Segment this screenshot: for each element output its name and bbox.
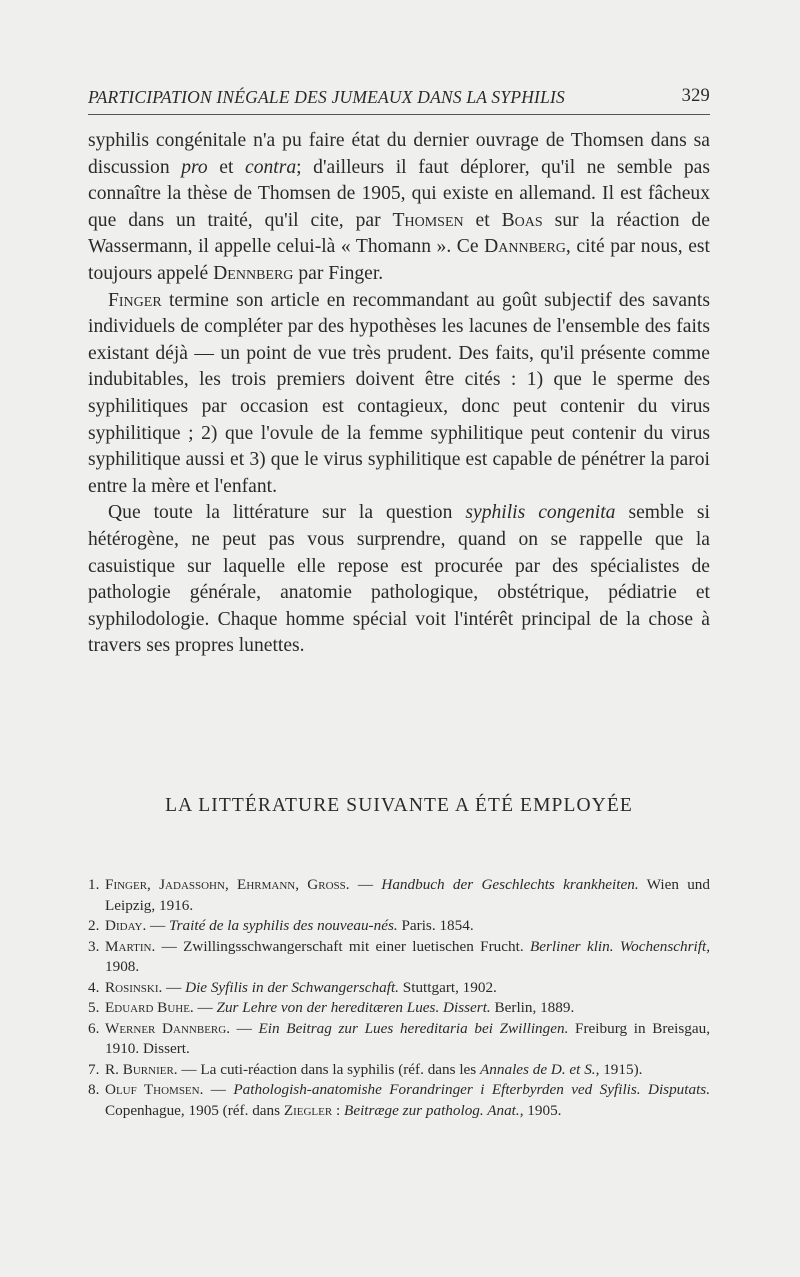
- section-heading: LA LITTÉRATURE SUIVANTE A ÉTÉ EMPLOYÉE: [165, 795, 633, 816]
- reference-item: 1. Finger, Jadassohn, Ehrmann, Gross. — Handbuch der Geschlechts krankheiten. Wien und Leipzig, 1916.: [88, 876, 710, 914]
- reference-item: 6. Werner Dannberg. — Ein Beitrag zur Lues hereditaria bei Zwillingen. Freiburg in Breisgau, 1910. Dissert.: [88, 1019, 711, 1057]
- reference-item: 2. Diday. — Traité de la syphilis des nouveau-nés. Paris. 1854.: [88, 917, 474, 934]
- reference-item: 4. Rosinski. — Die Syfilis in der Schwangerschaft. Stuttgart, 1902.: [88, 978, 497, 996]
- author-name: Thomsen: [392, 209, 464, 231]
- reference-item: 8. Oluf Thomsen. — Pathologish-anatomishe Forandringer i Efterbyrden ved Syfilis. Disputats. Copenhague, 1905 (réf. dans Ziegler : Beitræge zur patholog. Anat., 1905.: [88, 1081, 711, 1119]
- running-header: [88, 84, 710, 115]
- author-name: Dannberg: [484, 236, 566, 258]
- reference-item: 5. Eduard Buhe. — Zur Lehre von der hereditæren Lues. Dissert. Berlin, 1889.: [88, 999, 575, 1016]
- paragraph-1: syphilis congénitale n'a pu faire état du dernier ouvrage de Thomsen dans sa discussion pro et contra; d'ailleurs il faut déplorer, qu'il ne semble pas connaître la thèse de Thomsen de 1905, qui existe en allemand. Il est fâcheux que dans un traité, qu'il cite, par Thomsen et Boas sur la réaction de Wassermann, il appelle celui-là « Thomann ». Ce Dannberg, cité par nous, est toujours appelé Dennberg par Finger.: [88, 130, 711, 284]
- author-name: Finger: [108, 289, 162, 311]
- author-name: Boas: [501, 209, 543, 231]
- author-name: Dennberg: [213, 262, 294, 284]
- paragraph-3: Que toute la littérature sur la question syphilis congenita semble si hétérogène, ne peut pas vous surprendre, quand on se rappelle que la casuistique sur laquelle elle repose est procurée par des spécialistes de pathologie générale, anatomie pathologique, obstétrique, pédiatrie et syphilodologie. Chaque homme spécial voit l'intérêt principal de la chose à travers ses propres lunettes.: [88, 502, 710, 657]
- running-header-title: PARTICIPATION INÉGALE DES JUMEAUX DANS LA SYPHILIS: [88, 87, 565, 107]
- page-number: 329: [681, 86, 710, 106]
- reference-item: 3. Martin. — Zwillingsschwangerschaft mit einer luetischen Frucht. Berliner klin. Wochenschrift, 1908.: [88, 937, 711, 975]
- reference-list: [88, 875, 710, 1121]
- body-text: [88, 128, 710, 660]
- reference-item: 7. R. Burnier. — La cuti-réaction dans la syphilis (réf. dans les Annales de D. et S., 1915).: [88, 1060, 643, 1078]
- paragraph-2: Finger termine son article en recommandant au goût subjectif des savants individuels de compléter par des hypothèses les lacunes de l'ensemble des faits existant déjà — un point de vue très prudent. Des faits, qu'il présente comme indubitables, les trois premiers doivent être cités : 1) que le sperme des syphilitiques par occasion est contagieux, donc peut contenir du virus syphilitique ; 2) que l'ovule de la femme syphilitique peut contenir du virus syphilitique aussi et 3) que le virus syphilitique est capable de pénétrer la paroi entre la mère et l'enfant.: [88, 289, 710, 497]
